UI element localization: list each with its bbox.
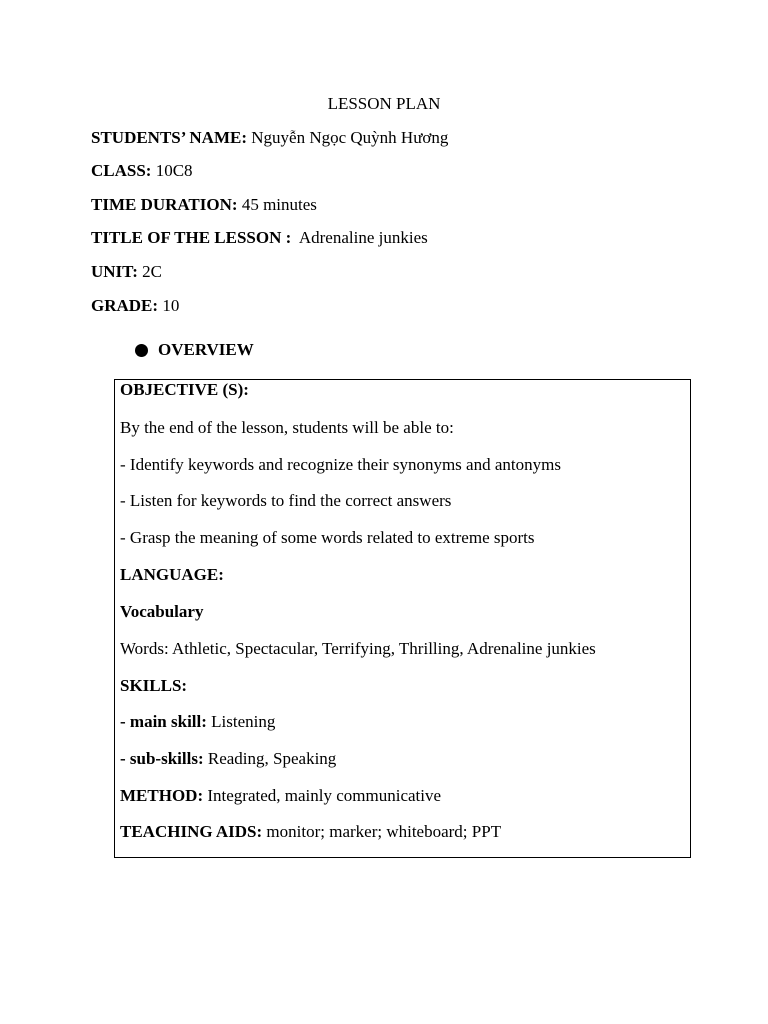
students-name-label: STUDENTS’ NAME: <box>91 128 248 147</box>
title-text: LESSON PLAN <box>327 94 441 113</box>
time-duration-label: TIME DURATION: <box>91 195 238 214</box>
students-name-line <box>91 128 448 148</box>
grade-line <box>91 296 179 316</box>
skills-heading <box>120 676 187 696</box>
sub-skills-value: Reading, Speaking <box>203 749 337 768</box>
objective-item: - Grasp the meaning of some words related to extreme sports <box>120 528 535 547</box>
class-value: 10C8 <box>151 161 193 180</box>
teaching-aids-label: TEACHING AIDS: <box>120 822 263 841</box>
overview-heading-text: OVERVIEW <box>158 340 254 359</box>
overview-heading <box>135 340 254 360</box>
page-title <box>0 94 768 114</box>
sub-skills-line <box>120 749 336 769</box>
vocabulary-heading-text: Vocabulary <box>120 602 204 621</box>
objective-intro: By the end of the lesson, students will be able to: <box>120 418 454 437</box>
method-label: METHOD: <box>120 786 204 805</box>
time-duration-line <box>91 195 317 215</box>
objective-heading-text: OBJECTIVE (S): <box>120 380 249 399</box>
language-heading <box>120 565 224 585</box>
students-name-value: Nguyễn Ngọc Quỳnh Hương <box>247 128 449 147</box>
vocabulary-heading <box>120 602 203 622</box>
bullet-icon <box>135 344 148 357</box>
class-line <box>91 161 193 181</box>
lesson-title-label: TITLE OF THE LESSON : <box>91 228 292 247</box>
unit-line <box>91 262 162 282</box>
teaching-aids-value: monitor; marker; whiteboard; PPT <box>262 822 502 841</box>
main-skill-label: - main skill: <box>120 712 207 731</box>
lesson-title-value: Adrenaline junkies <box>291 228 428 247</box>
method-value: Integrated, mainly communicative <box>203 786 442 805</box>
main-skill-line <box>120 712 275 732</box>
method-line <box>120 786 441 806</box>
objective-item: - Listen for keywords to find the correct answers <box>120 491 452 510</box>
objective-heading <box>120 380 249 400</box>
grade-label: GRADE: <box>91 296 159 315</box>
skills-heading-text: SKILLS: <box>120 676 188 695</box>
time-duration-value: 45 minutes <box>237 195 317 214</box>
unit-value: 2C <box>137 262 163 281</box>
language-heading-text: LANGUAGE: <box>120 565 224 584</box>
unit-label: UNIT: <box>91 262 138 281</box>
main-skill-value: Listening <box>206 712 276 731</box>
sub-skills-label: - sub-skills: <box>120 749 204 768</box>
teaching-aids-line <box>120 822 501 842</box>
objective-item: - Identify keywords and recognize their synonyms and antonyms <box>120 455 561 474</box>
class-label: CLASS: <box>91 161 152 180</box>
grade-value: 10 <box>158 296 180 315</box>
vocabulary-words: Words: Athletic, Spectacular, Terrifying, Thrilling, Adrenaline junkies <box>120 639 596 658</box>
lesson-title-line <box>91 228 428 248</box>
